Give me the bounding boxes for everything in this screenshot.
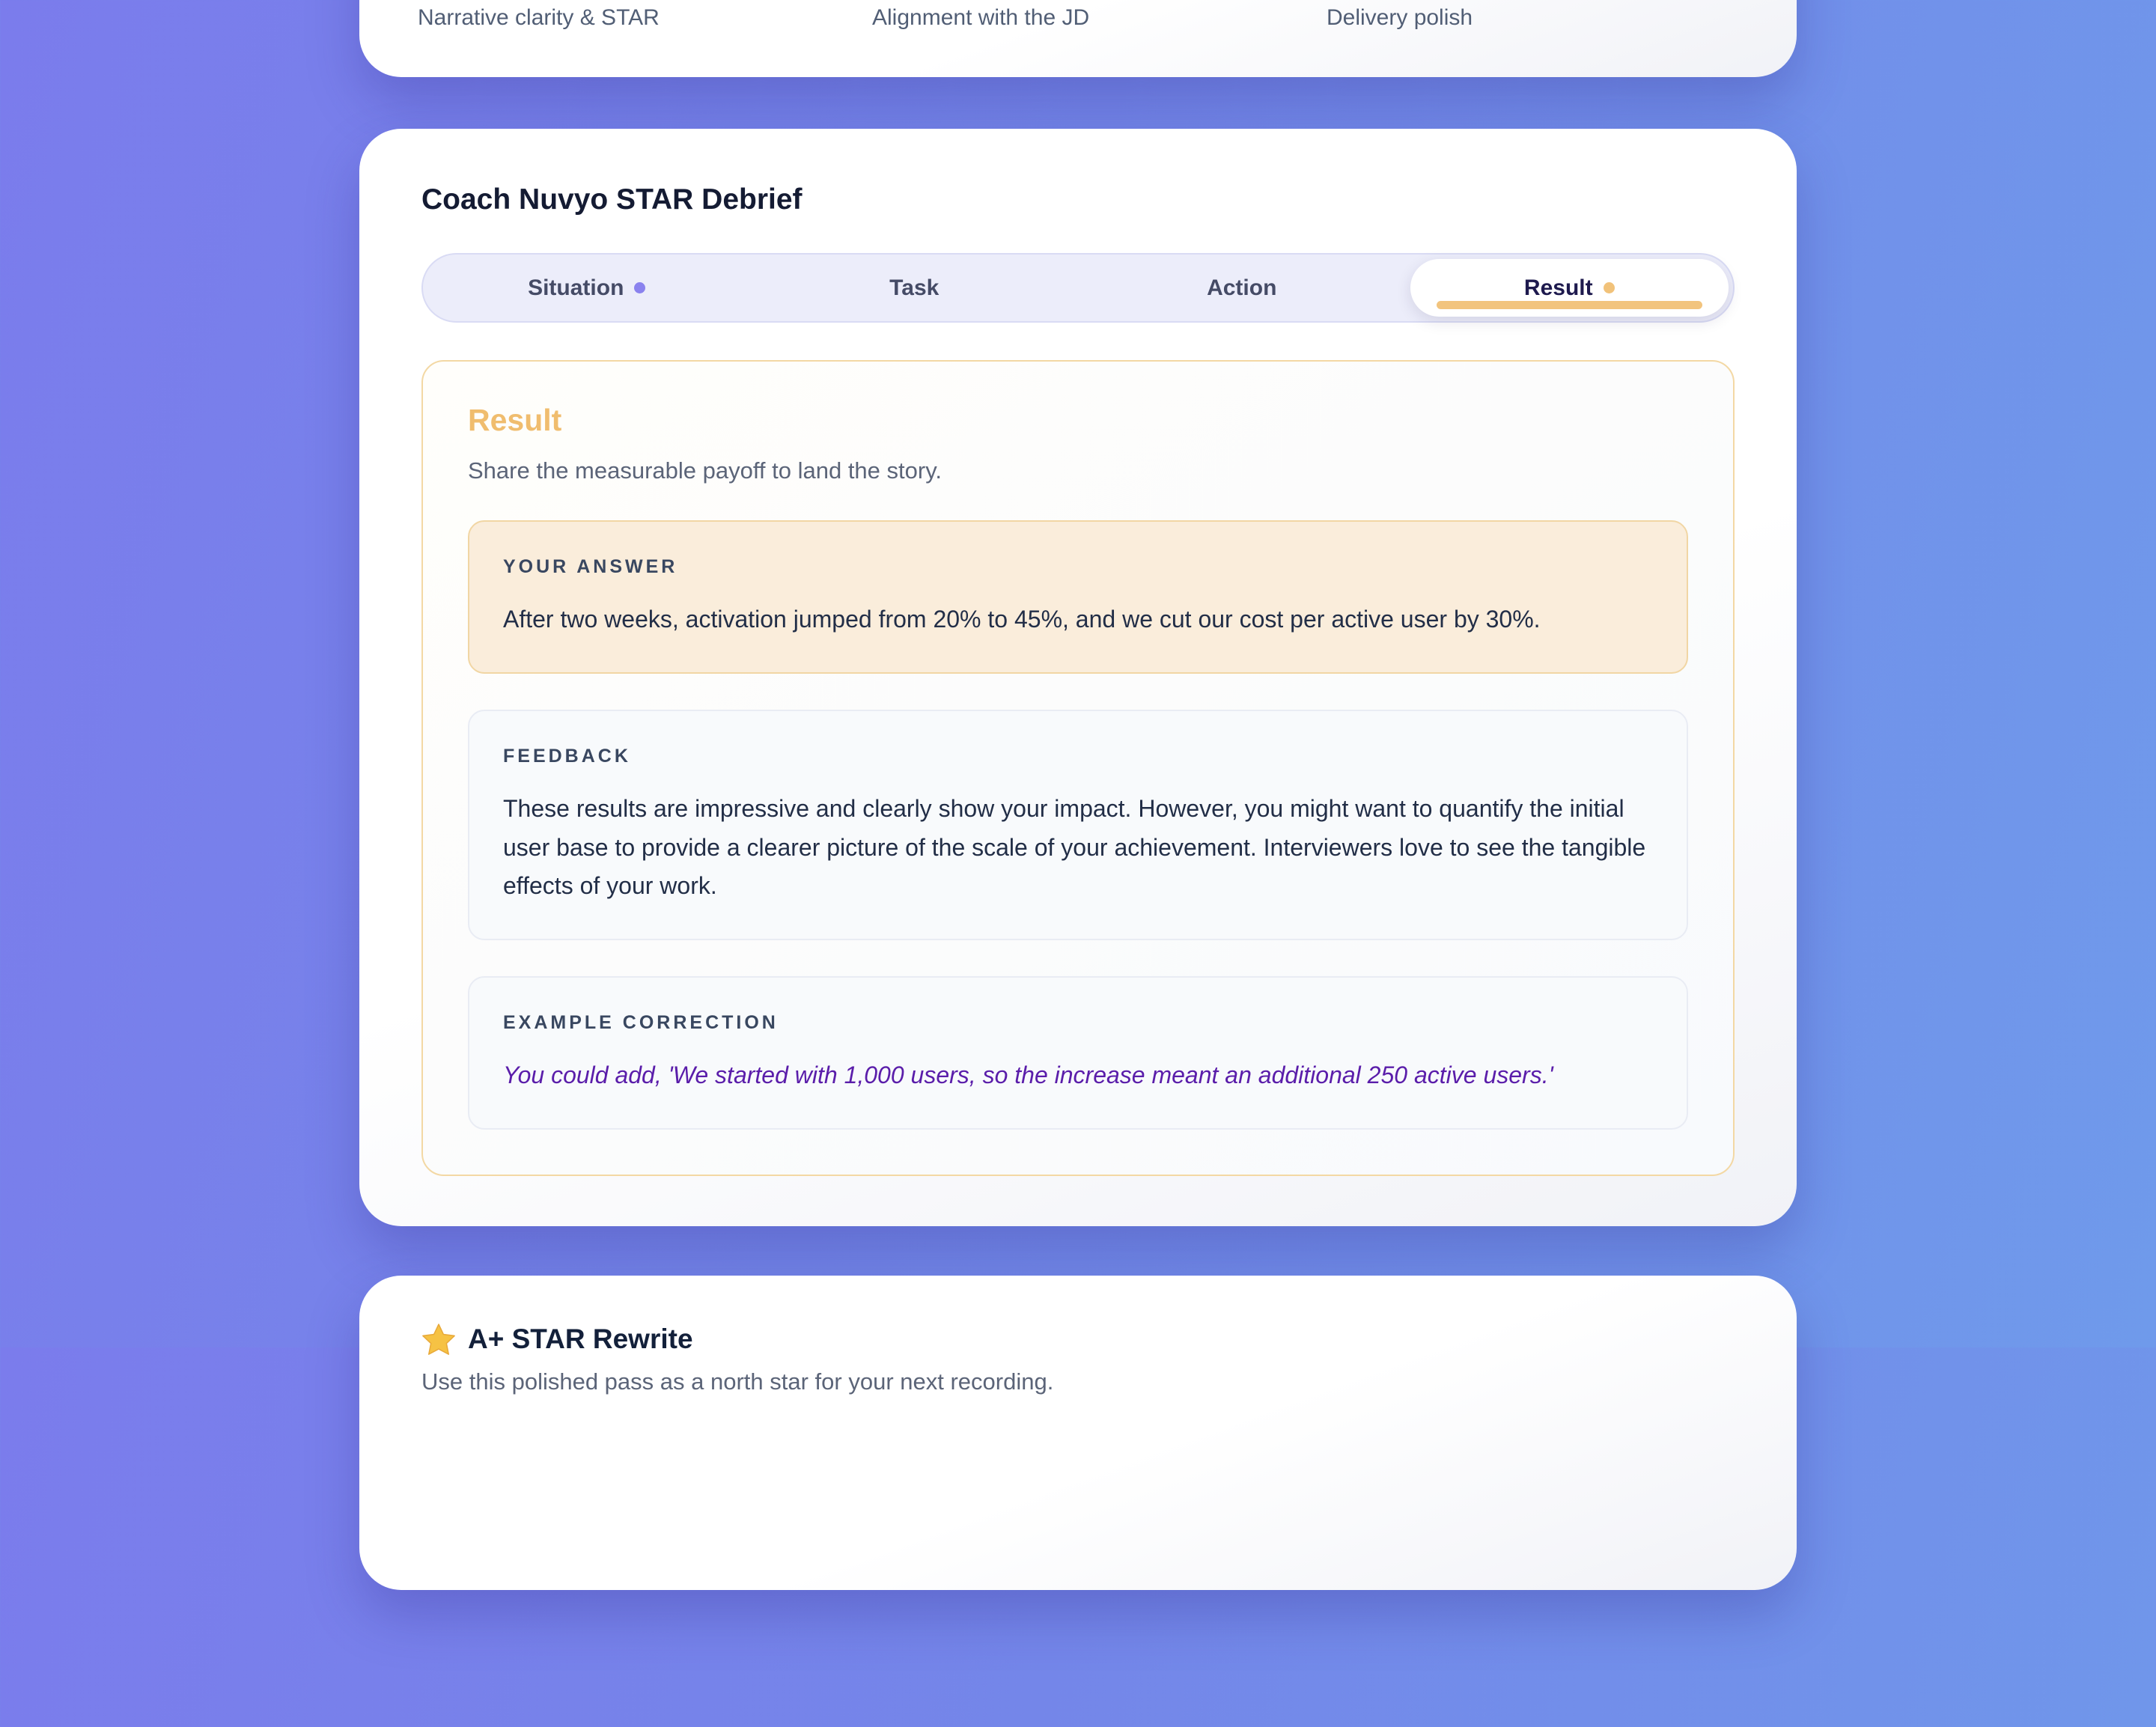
panel-heading: Result — [468, 403, 562, 437]
situation-dot — [634, 282, 645, 293]
result-dot — [1604, 282, 1615, 293]
rubric-column-alignment: Alignment with the JD — [872, 5, 1090, 30]
feedback-box — [468, 710, 1688, 940]
tab-task-label: Task — [889, 275, 940, 300]
example-correction-box — [468, 976, 1688, 1130]
tab-action-label: Action — [1207, 275, 1277, 300]
your-answer-text: After two weeks, activation jumped from 20% to 45%, and we cut our cost per active user by 30%. — [503, 606, 1541, 633]
your-answer-label: YOUR ANSWER — [503, 556, 678, 577]
example-correction-text: You could add, 'We started with 1,000 users, so the increase meant an additional 250 active users.' — [503, 1062, 1553, 1089]
tab-situation-label: Situation — [528, 275, 624, 300]
debrief-card-title: Coach Nuvyo STAR Debrief — [421, 183, 803, 216]
tab-result[interactable] — [1406, 255, 1734, 321]
example-correction-label: EXAMPLE CORRECTION — [503, 1012, 779, 1034]
feedback-text: These results are impressive and clearly show your impact. However, you might want to quantify the initial user base to provide a clearer picture of the scale of your achievement. Interviewers love to see the tangible effects of your work. — [503, 794, 1646, 900]
tab-action[interactable] — [1078, 255, 1406, 321]
star-step-tabbar — [421, 253, 1735, 323]
result-tab-underline — [1437, 301, 1703, 309]
tab-result-label: Result — [1523, 275, 1593, 300]
your-answer-box — [468, 520, 1688, 674]
rubric-column-narrative: Narrative clarity & STAR — [418, 5, 660, 30]
feedback-label: FEEDBACK — [503, 745, 631, 767]
result-panel — [421, 360, 1735, 1176]
debrief-card — [359, 129, 1797, 1226]
rewrite-card-title: A+ STAR Rewrite — [468, 1324, 693, 1355]
tab-situation[interactable] — [423, 255, 751, 321]
rubric-column-delivery: Delivery polish — [1327, 5, 1473, 30]
rubric-card — [359, 0, 1797, 77]
panel-subtitle: Share the measurable payoff to land the story. — [468, 457, 943, 484]
rewrite-card — [359, 1276, 1797, 1590]
rewrite-card-subtitle: Use this polished pass as a north star for your next recording. — [421, 1368, 1054, 1395]
tab-task[interactable] — [751, 255, 1079, 321]
star-icon — [421, 1322, 456, 1356]
